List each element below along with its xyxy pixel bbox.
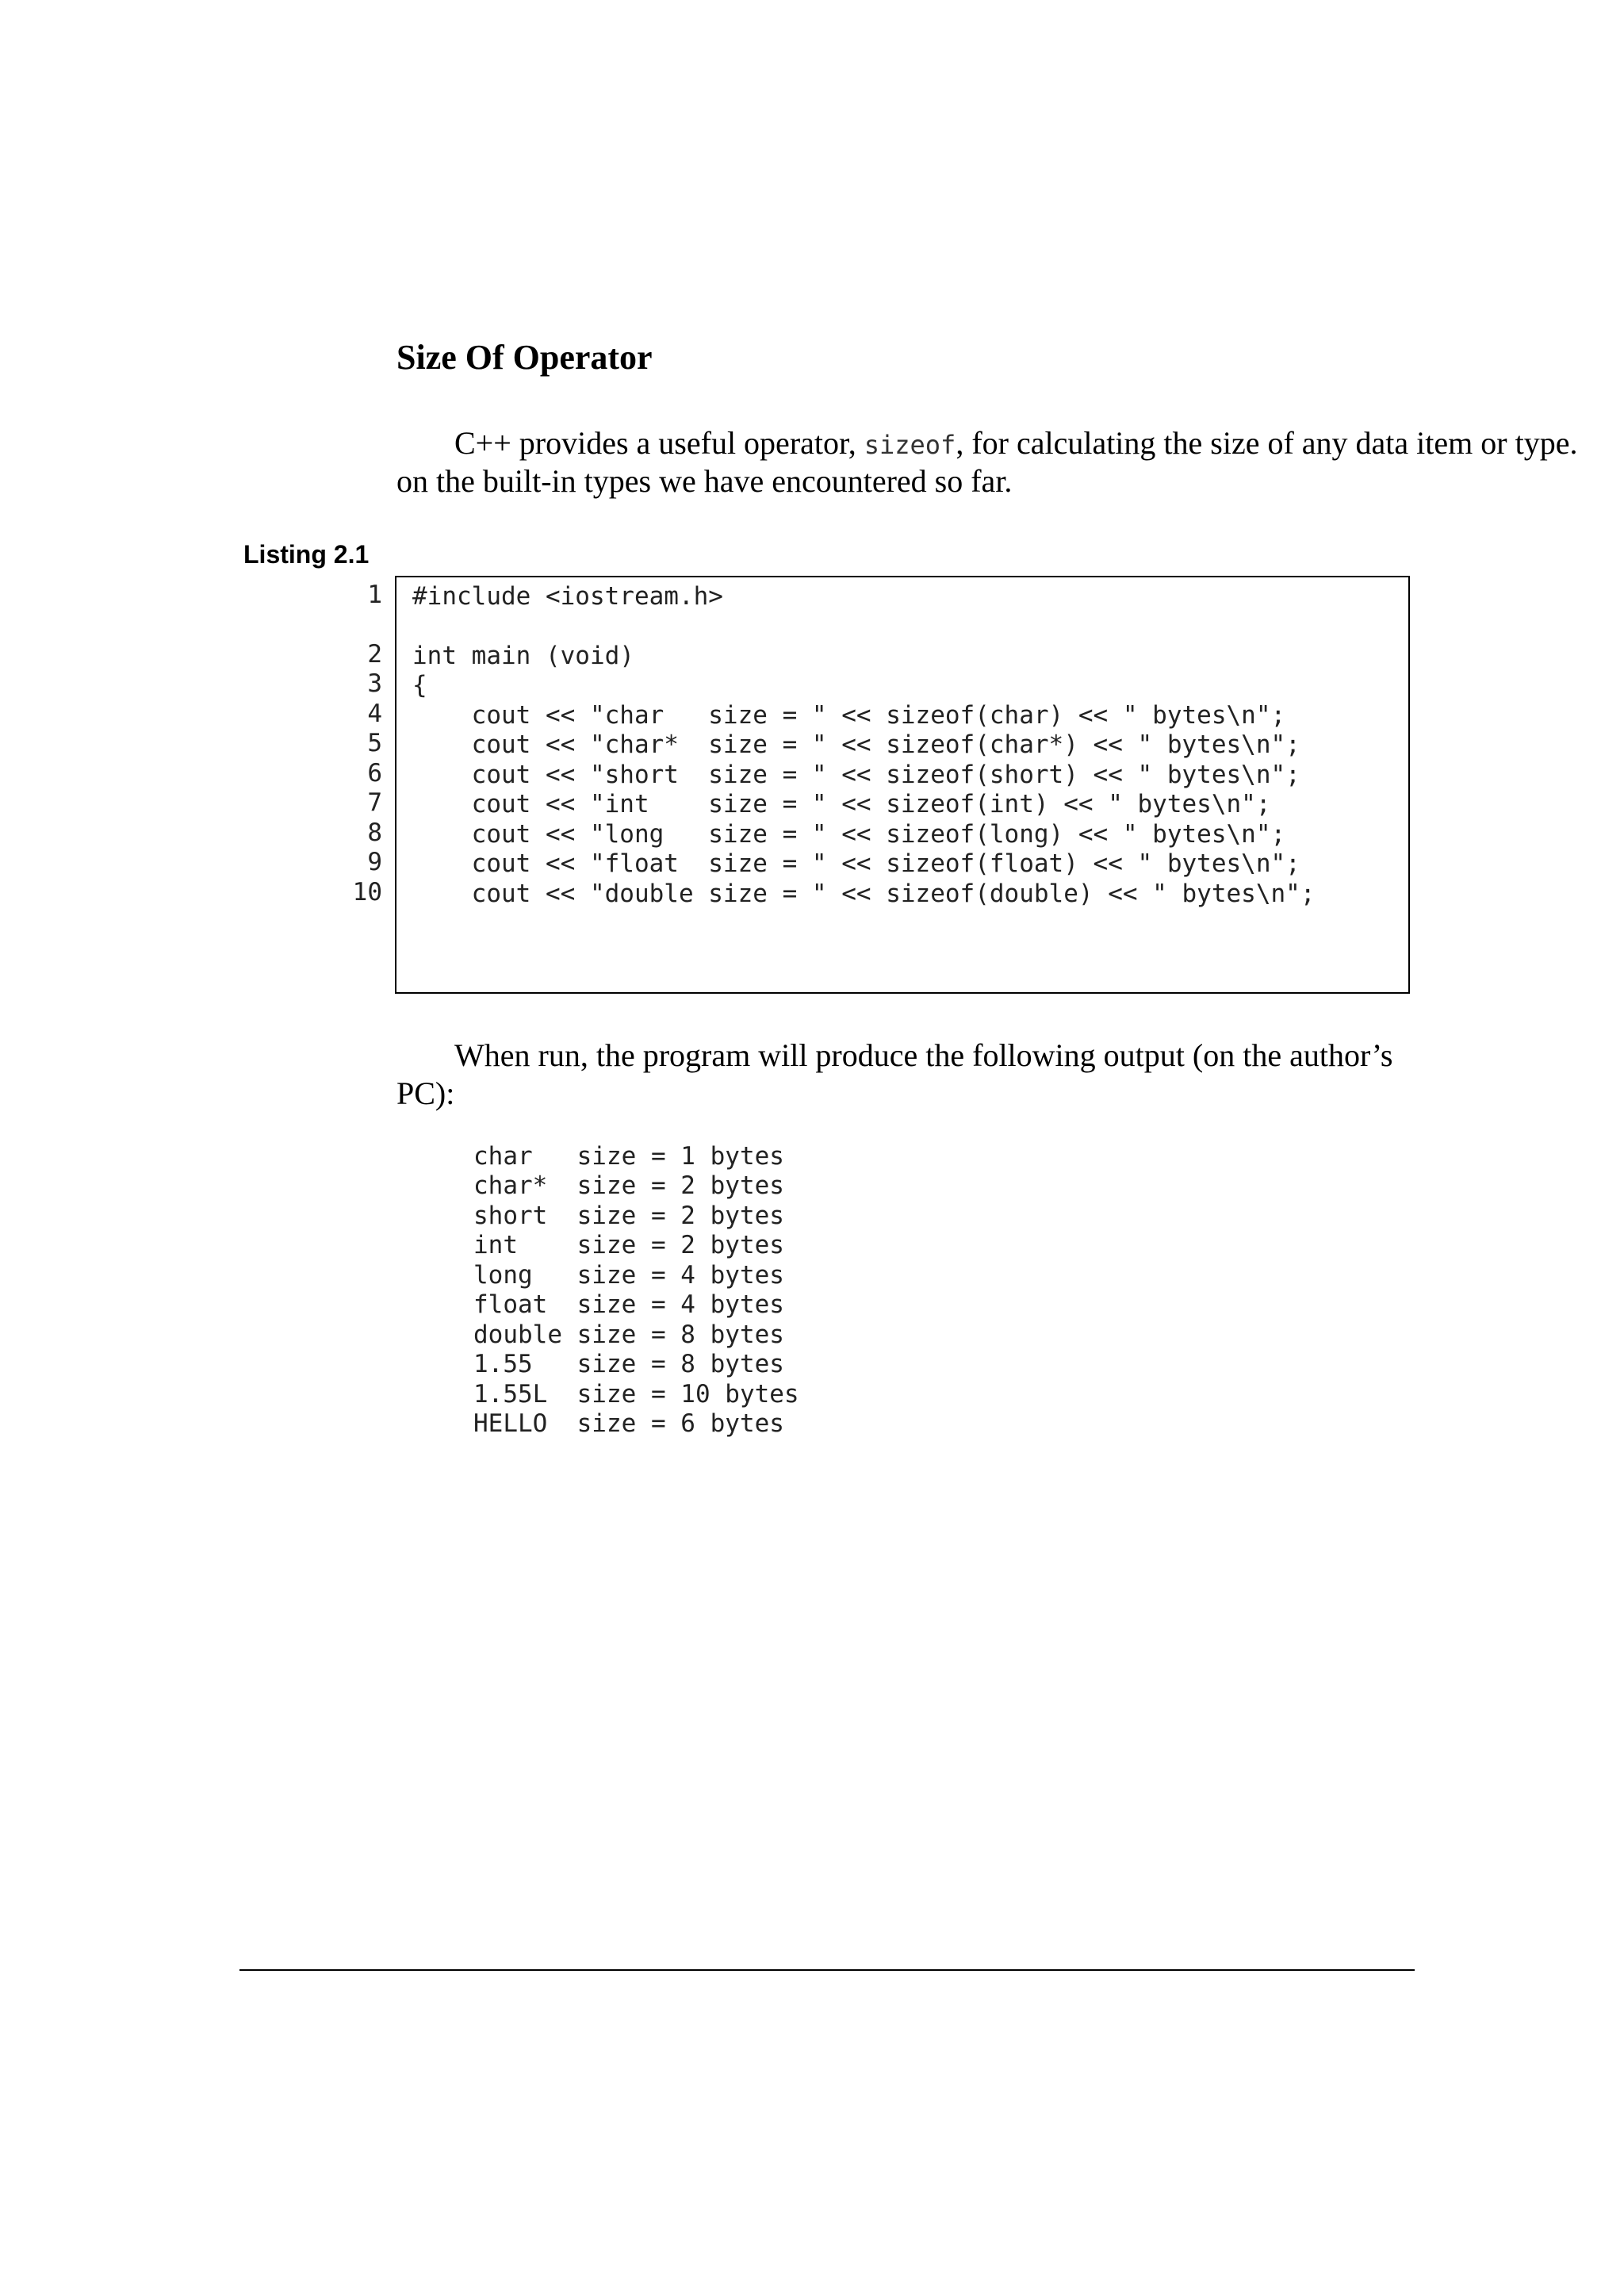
output-line: double size = 8 bytes bbox=[473, 1320, 784, 1349]
line-number: 3 bbox=[367, 669, 382, 698]
footer-rule bbox=[239, 1969, 1415, 1971]
code-listing-box bbox=[395, 576, 1410, 994]
output-line: 1.55 size = 8 bytes bbox=[473, 1350, 784, 1378]
line-number: 10 bbox=[352, 878, 382, 907]
code-line: cout << "int size = " << sizeof(int) << " bytes\n"; bbox=[412, 790, 1271, 818]
intro-line-1 bbox=[454, 424, 1577, 464]
line-number: 4 bbox=[367, 700, 382, 728]
code-line: { bbox=[412, 671, 427, 700]
output-line: char* size = 2 bytes bbox=[473, 1171, 784, 1200]
output-line: short size = 2 bytes bbox=[473, 1202, 784, 1230]
code-line: cout << "char* size = " << sizeof(char*) << " bytes\n"; bbox=[412, 730, 1300, 759]
output-line: 1.55L size = 10 bytes bbox=[473, 1380, 799, 1409]
output-line: HELLO size = 6 bytes bbox=[473, 1409, 784, 1438]
output-intro-line-1: When run, the program will produce the following output (on the author’s bbox=[454, 1037, 1393, 1073]
output-line: float size = 4 bytes bbox=[473, 1290, 784, 1319]
line-number: 8 bbox=[367, 818, 382, 847]
output-line: char size = 1 bytes bbox=[473, 1142, 784, 1171]
code-line: cout << "char size = " << sizeof(char) << " bytes\n"; bbox=[412, 701, 1286, 730]
code-line: cout << "double size = " << sizeof(double) << " bytes\n"; bbox=[412, 880, 1316, 908]
output-line: long size = 4 bytes bbox=[473, 1261, 784, 1290]
code-line: int main (void) bbox=[412, 642, 634, 670]
intro-text-after: , for calculating the size of any data item or type. bbox=[956, 425, 1578, 461]
line-number: 6 bbox=[367, 759, 382, 788]
code-line: cout << "long size = " << sizeof(long) << " bytes\n"; bbox=[412, 820, 1286, 849]
output-line: int size = 2 bytes bbox=[473, 1231, 784, 1259]
inline-code-sizeof: sizeof bbox=[864, 430, 956, 460]
intro-line-2: on the built-in types we have encountered so far. bbox=[396, 463, 1013, 499]
line-number: 7 bbox=[367, 788, 382, 817]
line-number: 9 bbox=[367, 848, 382, 876]
code-line: #include <iostream.h> bbox=[412, 582, 723, 611]
section-heading: Size Of Operator bbox=[396, 338, 653, 377]
intro-text-before: C++ provides a useful operator, bbox=[454, 425, 864, 461]
output-intro-line-2: PC): bbox=[396, 1075, 455, 1111]
code-line: cout << "float size = " << sizeof(float) << " bytes\n"; bbox=[412, 849, 1300, 878]
line-number: 5 bbox=[367, 729, 382, 757]
line-number: 1 bbox=[367, 581, 382, 609]
listing-label: Listing 2.1 bbox=[243, 540, 370, 569]
code-line: cout << "short size = " << sizeof(short) << " bytes\n"; bbox=[412, 761, 1300, 789]
line-number: 2 bbox=[367, 640, 382, 669]
